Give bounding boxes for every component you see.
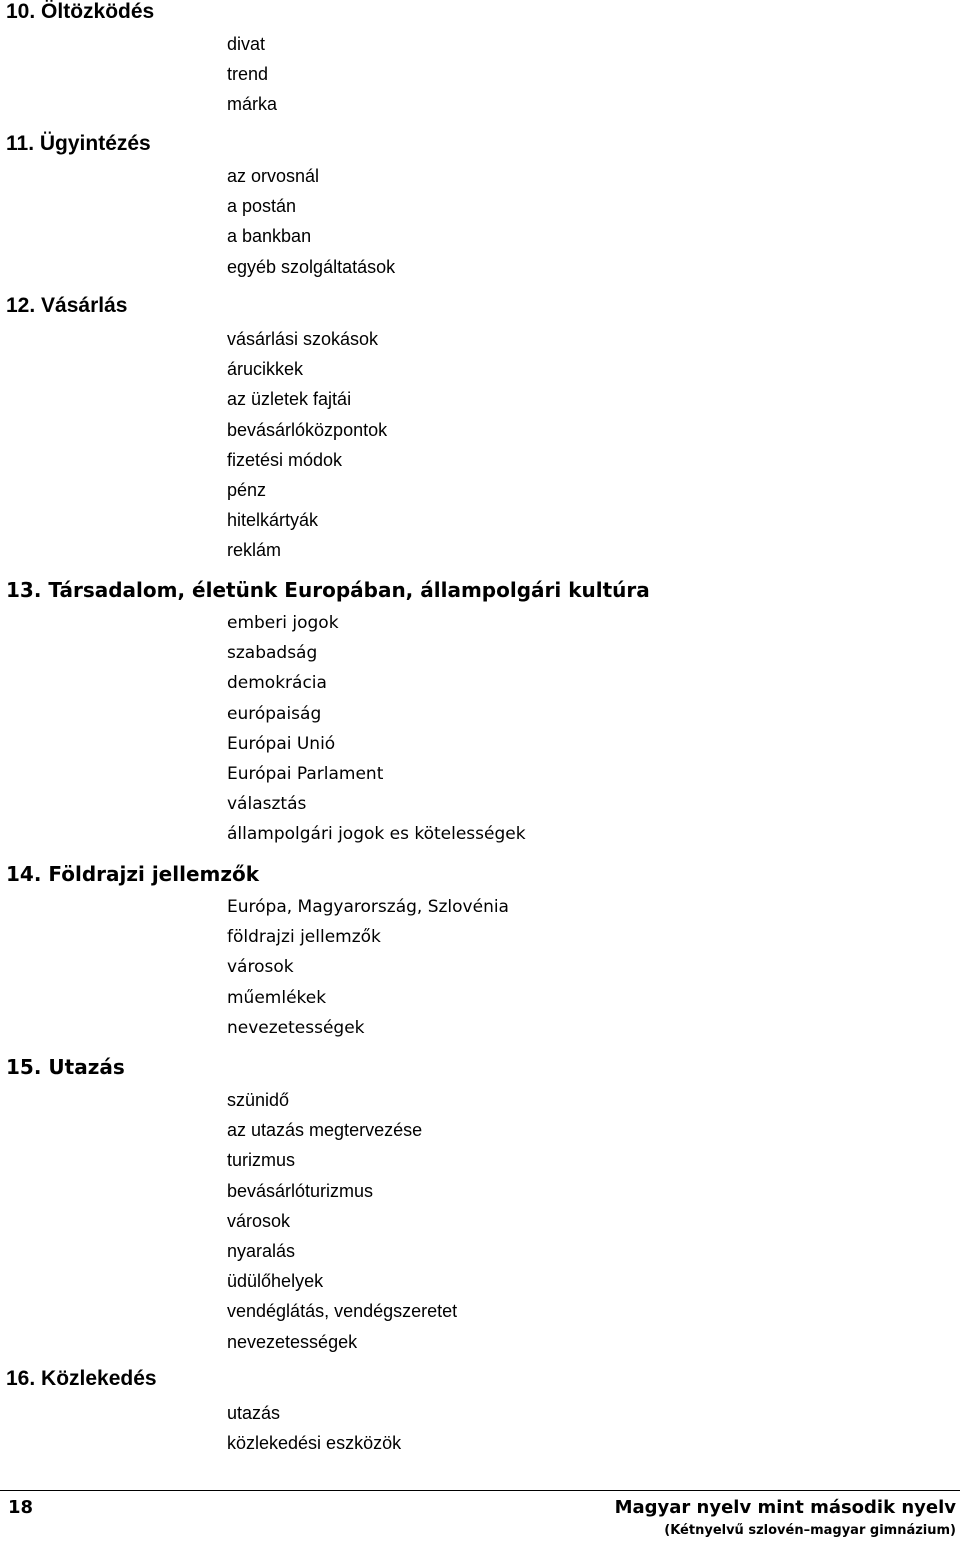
section-heading-10: 10. Öltözködés [6, 0, 155, 23]
list-item: városok [227, 1210, 291, 1231]
list-item: műemlékek [227, 987, 327, 1008]
list-item: demokrácia [227, 673, 327, 694]
list-item: trend [227, 64, 269, 85]
list-item: divat [227, 34, 266, 54]
list-item: reklám [227, 540, 282, 561]
section-list-16 [227, 1398, 401, 1458]
section-list-13 [227, 608, 526, 850]
section-list-10 [227, 29, 277, 120]
list-item: választás [227, 794, 307, 815]
footer-divider [0, 1490, 960, 1491]
list-item: üdülőhelyek [227, 1271, 324, 1292]
list-item: turizmus [227, 1150, 296, 1171]
list-item: árucikkek [227, 359, 304, 380]
list-item: a postán [227, 196, 297, 217]
list-item: egyéb szolgáltatások [227, 256, 396, 277]
list-item: állampolgári jogok es kötelességek [227, 824, 526, 845]
list-item: nevezetességek [227, 1017, 365, 1038]
list-item: az üzletek fajtái [227, 389, 352, 410]
list-item: Európa, Magyarország, Szlovénia [227, 897, 509, 917]
list-item: az utazás megtervezése [227, 1120, 423, 1141]
list-item: európaiság [227, 703, 322, 724]
list-item: városok [227, 957, 294, 978]
page-number: 18 [8, 1497, 34, 1518]
list-item: nevezetességek [227, 1331, 358, 1352]
footer-title: Magyar nyelv mint második nyelv [614, 1497, 956, 1518]
section-list-14 [227, 892, 509, 1043]
list-item: bevásárlóközpontok [227, 419, 388, 440]
footer-subtitle: (Kétnyelvű szlovén–magyar gimnázium) [664, 1523, 956, 1538]
list-item: bevásárlóturizmus [227, 1180, 374, 1201]
section-list-15 [227, 1085, 457, 1357]
list-item: a bankban [227, 226, 312, 247]
list-item: pénz [227, 479, 267, 500]
list-item: Európai Parlament [227, 763, 384, 784]
list-item: fizetési módok [227, 449, 343, 470]
section-list-12 [227, 324, 387, 566]
section-heading-15: 15. Utazás [6, 1055, 125, 1079]
list-item: szünidő [227, 1090, 290, 1110]
section-heading-16: 16. Közlekedés [6, 1367, 157, 1390]
list-item: emberi jogok [227, 613, 339, 633]
section-heading-11: 11. Ügyintézés [6, 132, 151, 155]
section-heading-14: 14. Földrajzi jellemzők [6, 862, 260, 886]
list-item: vendéglátás, vendégszeretet [227, 1301, 458, 1322]
list-item: vásárlási szokások [227, 329, 379, 349]
list-item: földrajzi jellemzők [227, 927, 381, 948]
section-heading-13: 13. Társadalom, életünk Europában, állampolgári kultúra [6, 578, 650, 602]
list-item: Európai Unió [227, 733, 336, 754]
section-list-11 [227, 161, 395, 282]
list-item: nyaralás [227, 1240, 296, 1261]
list-item: közlekedési eszközök [227, 1433, 402, 1454]
list-item: utazás [227, 1403, 281, 1423]
list-item: szabadság [227, 643, 318, 664]
section-heading-12: 12. Vásárlás [6, 294, 128, 317]
list-item: márka [227, 94, 278, 115]
list-item: az orvosnál [227, 166, 320, 186]
list-item: hitelkártyák [227, 510, 319, 531]
